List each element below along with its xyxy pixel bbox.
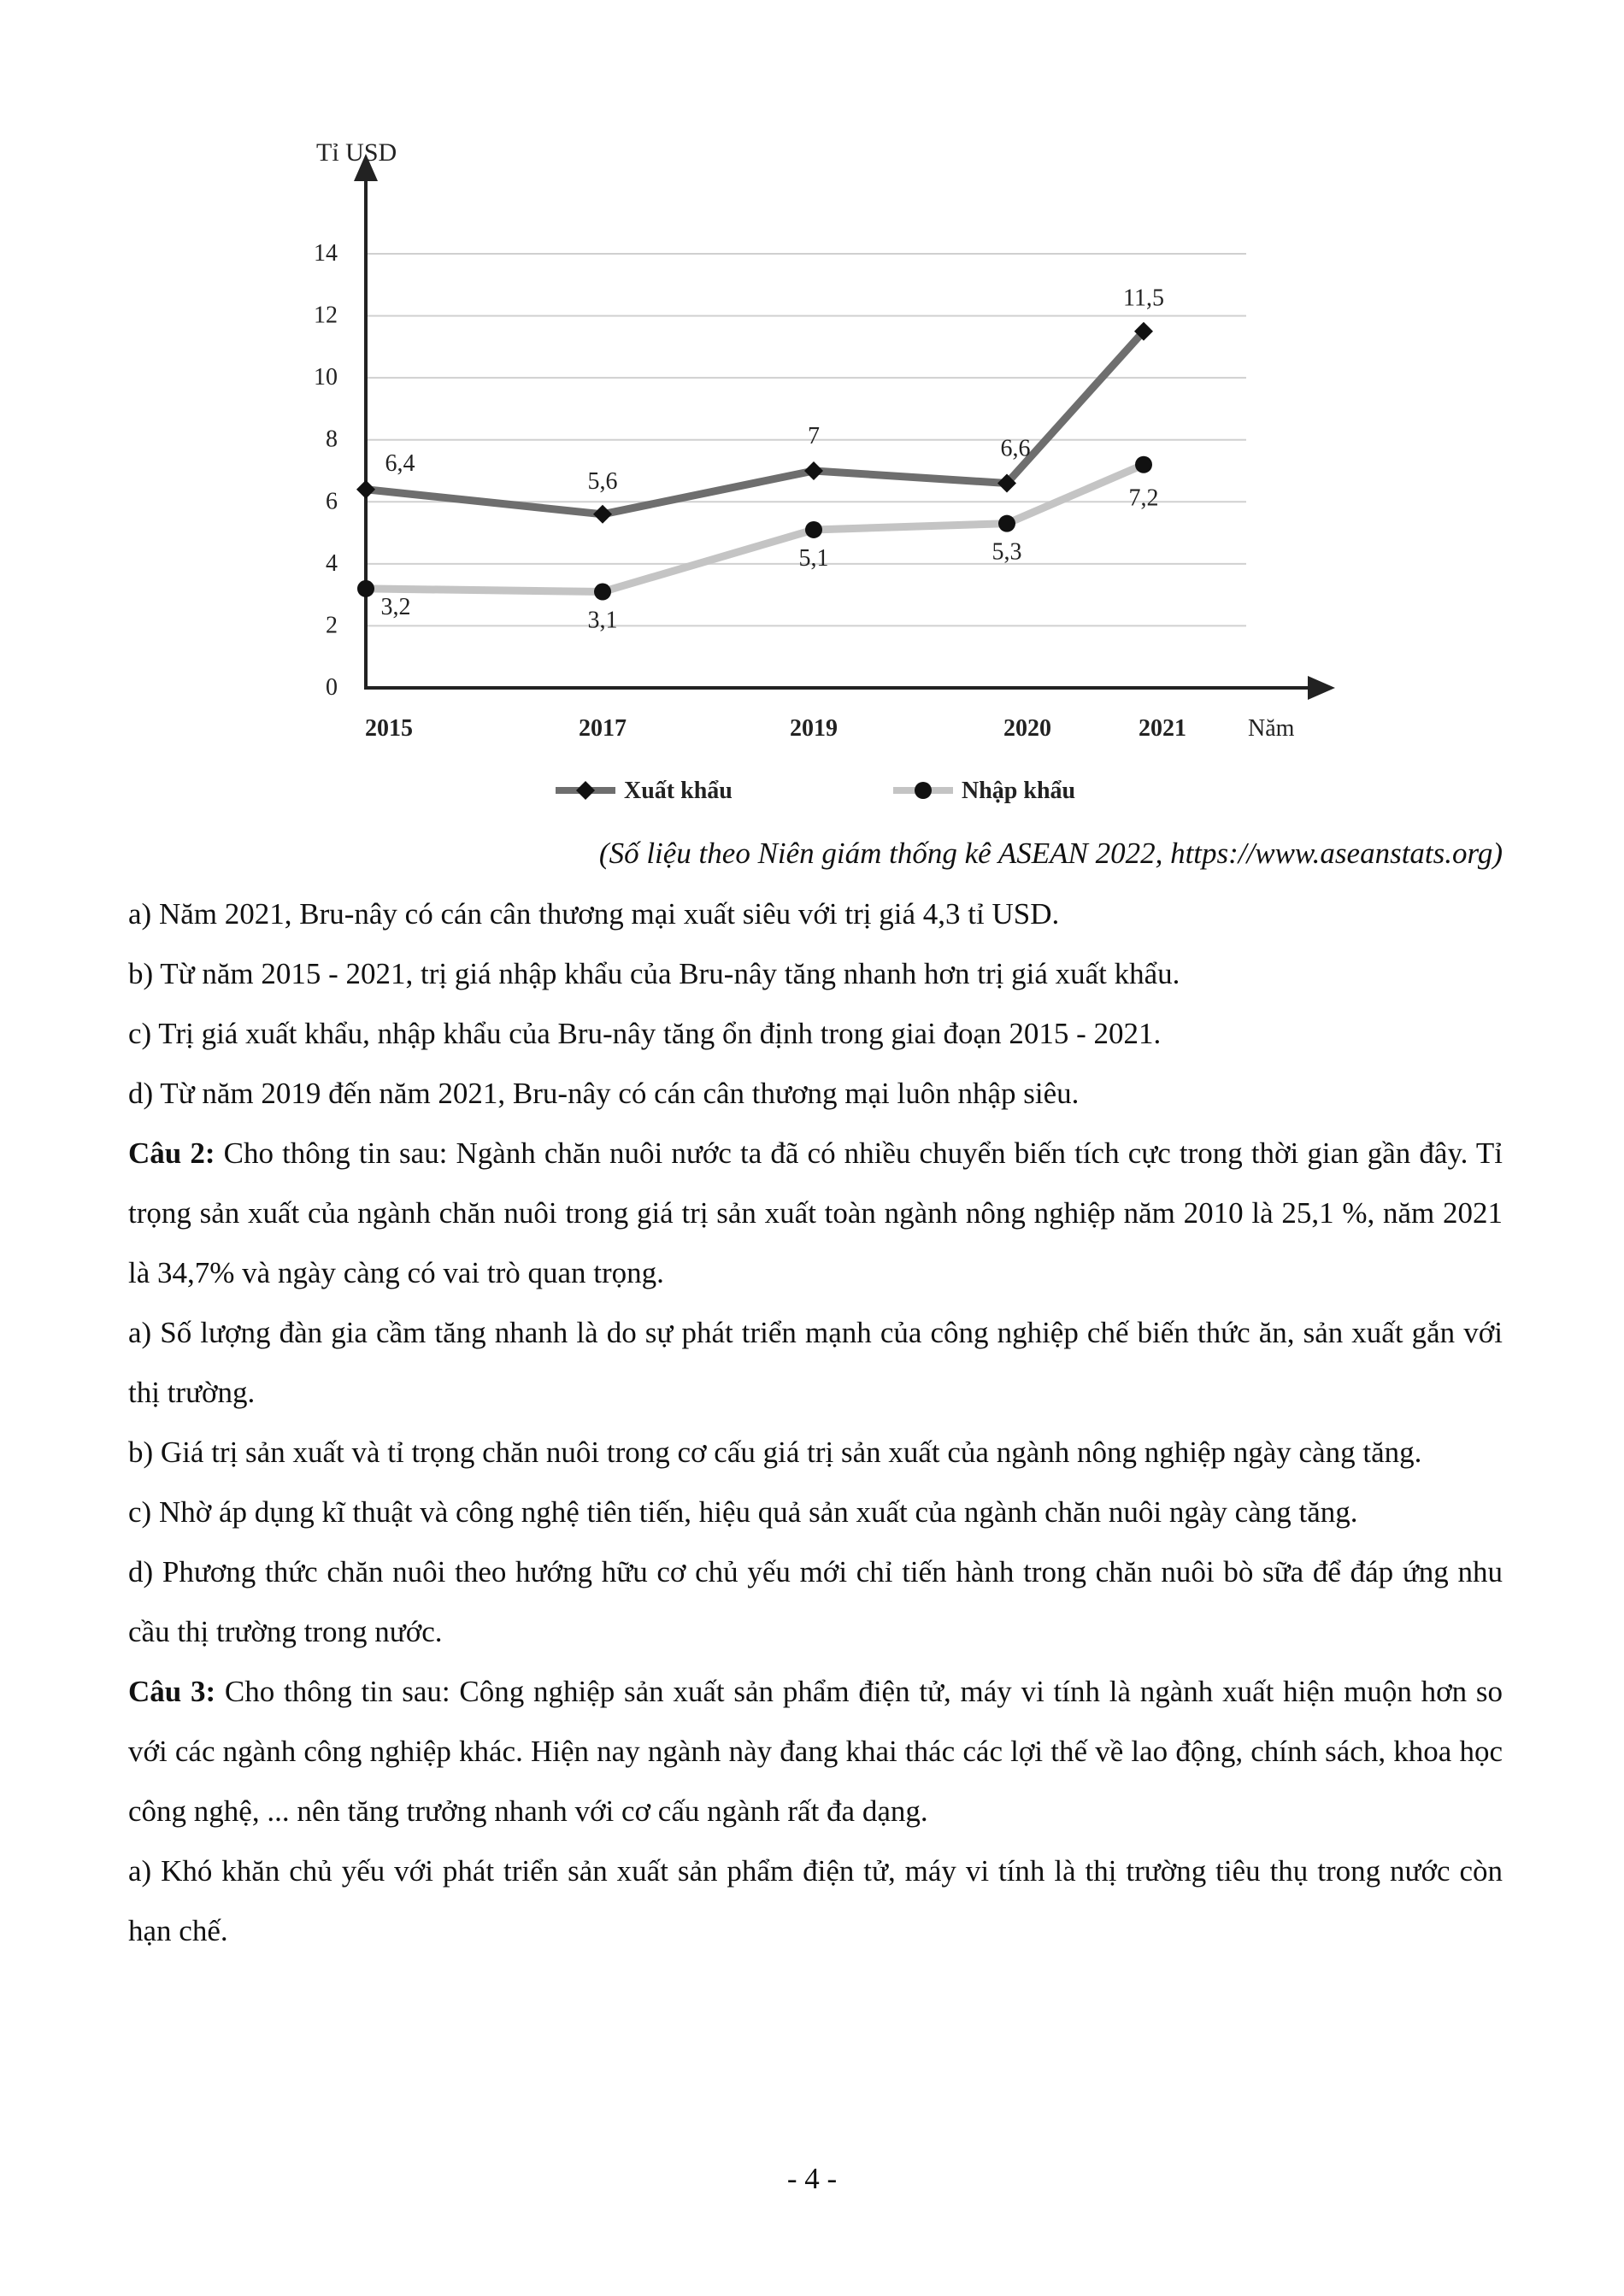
y-tick-label: 0 <box>326 674 338 701</box>
data-label: 7 <box>808 423 820 449</box>
series-point <box>804 461 823 480</box>
series-point <box>356 480 375 499</box>
series-point <box>998 515 1015 532</box>
legend-label: Xuất khẩu <box>624 778 733 804</box>
q2-stem <box>128 1124 1503 1303</box>
series-point <box>805 521 822 538</box>
y-tick-label: 12 <box>314 302 338 329</box>
chart-axes <box>354 154 1335 700</box>
q3-option-a: a) Khó khăn chủ yếu với phát triển sản xuất sản phẩm điện tử, máy vi tính là thị trường tiêu thụ trong nước còn hạn chế. <box>128 1854 1503 1947</box>
legend-marker <box>915 782 932 799</box>
legend-marker <box>576 781 595 800</box>
y-tick-label: 2 <box>326 612 338 639</box>
series-point <box>594 584 611 601</box>
q2-option-a: a) Số lượng đàn gia cầm tăng nhanh là do sự phát triển mạnh của công nghiệp chế biến thức ăn, sản xuất gắn với thị trường. <box>128 1316 1503 1409</box>
data-label: 6,6 <box>1000 435 1031 462</box>
x-tick-label: 2015 <box>365 715 413 742</box>
q3-stem <box>128 1662 1503 1841</box>
y-tick-label: 10 <box>314 364 338 391</box>
line-chart <box>282 128 1385 820</box>
y-tick-label: 8 <box>326 426 338 453</box>
x-tick-label: 2017 <box>579 715 627 742</box>
q3-text: Cho thông tin sau: Công nghiệp sản xuất sản phẩm điện tử, máy vi tính là ngành xuất hiện muộn hơn so với các ngành công nghiệp khác. Hiện nay ngành này đang khai thác các lợi thế về lao động, chính sách, khoa học công nghệ, ... nên tăng trưởng nhanh với cơ cấu ngành rất đa dạng. <box>128 1675 1503 1828</box>
question-content <box>128 884 1503 1961</box>
series-point <box>357 580 374 597</box>
x-axis-arrow <box>1308 676 1335 700</box>
q1-option-c: c) Trị giá xuất khẩu, nhập khẩu của Bru-nây tăng ổn định trong giai đoạn 2015 - 2021. <box>128 1017 1162 1050</box>
x-tick-label: 2020 <box>1003 715 1051 742</box>
source-note: (Số liệu theo Niên giám thống kê ASEAN 2022, https://www.aseanstats.org) <box>598 837 1503 870</box>
series-point <box>593 505 612 524</box>
q2-option-c: c) Nhờ áp dụng kĩ thuật và công nghệ tiên tiến, hiệu quả sản xuất của ngành chăn nuôi ngày càng tăng. <box>128 1495 1358 1529</box>
series-point <box>1135 456 1152 473</box>
data-label: 5,1 <box>798 544 829 572</box>
chart-series <box>356 322 1153 601</box>
data-label: 7,2 <box>1128 484 1159 512</box>
page-number: - 4 - <box>786 2162 838 2195</box>
q1-option-a: a) Năm 2021, Bru-nây có cán cân thương mại xuất siêu với trị giá 4,3 tỉ USD. <box>128 897 1060 931</box>
data-label: 11,5 <box>1123 285 1164 312</box>
q2-text: Cho thông tin sau: Ngành chăn nuôi nước ta đã có nhiều chuyển biến tích cực trong thời gian gần đây. Tỉ trọng sản xuất của ngành chăn nuôi trong giá trị sản xuất toàn ngành nông nghiệp năm 2010 là 25,1 %, năm 2021 là 34,7% và ngày càng có vai trò quan trọng. <box>128 1136 1503 1289</box>
data-label: 3,1 <box>587 607 618 634</box>
data-label: 3,2 <box>380 593 411 620</box>
y-tick-label: 14 <box>314 240 338 267</box>
q2-label: Câu 2: <box>128 1136 215 1170</box>
q3-label: Câu 3: <box>128 1675 216 1708</box>
series-line-0 <box>366 332 1144 514</box>
data-label: 5,3 <box>991 538 1022 566</box>
q1-option-b: b) Từ năm 2015 - 2021, trị giá nhập khẩu của Bru-nây tăng nhanh hơn trị giá xuất khẩu. <box>128 957 1180 990</box>
y-tick-label: 4 <box>326 549 338 577</box>
y-axis-title: Tỉ USD <box>316 138 397 167</box>
data-label: 6,4 <box>385 449 415 477</box>
y-tick-label: 6 <box>326 488 338 515</box>
q2-option-d: d) Phương thức chăn nuôi theo hướng hữu cơ chủ yếu mới chỉ tiến hành trong chăn nuôi bò sữa để đáp ứng nhu cầu thị trường trong nước. <box>128 1555 1503 1648</box>
legend-label: Nhập khẩu <box>962 778 1076 804</box>
q1-option-d: d) Từ năm 2019 đến năm 2021, Bru-nây có cán cân thương mại luôn nhập siêu. <box>128 1077 1080 1110</box>
x-tick-label: 2021 <box>1139 715 1186 742</box>
data-label: 5,6 <box>587 467 618 495</box>
q2-option-b: b) Giá trị sản xuất và tỉ trọng chăn nuôi trong cơ cấu giá trị sản xuất của ngành nông nghiệp ngày càng tăng. <box>128 1436 1422 1469</box>
x-tick-label: 2019 <box>790 715 838 742</box>
chart-legend <box>556 778 1075 804</box>
x-axis-title: Năm <box>1248 715 1295 742</box>
